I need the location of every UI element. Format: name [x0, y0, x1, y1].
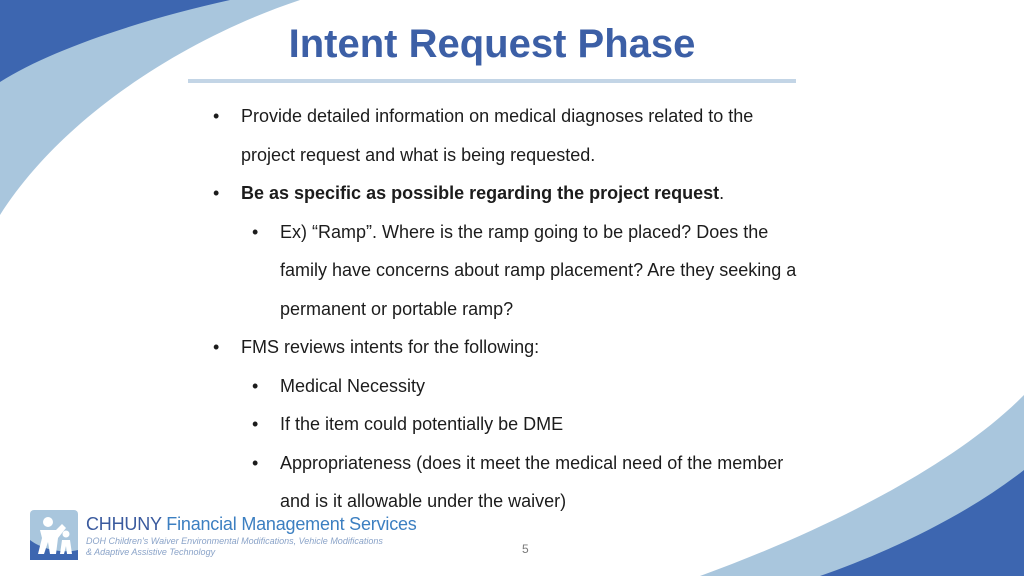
title-underline — [188, 79, 796, 83]
org-subtitle-line-1: DOH Children's Waiver Environmental Modifications, Vehicle Modifications — [86, 536, 383, 546]
org-name: CHHUNY Financial Management Services — [86, 514, 417, 534]
slide-title: Intent Request Phase — [288, 22, 696, 66]
org-subtitle — [86, 536, 383, 558]
sub-bullet-appropriateness: • Appropriateness (does it meet the medical need of the member and is it allowable under the waiver) — [280, 444, 810, 521]
bullet-diagnoses: • Provide detailed information on medical diagnoses related to the project request and what is being requested. — [241, 97, 801, 174]
org-subtitle-line-2: & Adaptive Assistive Technology — [86, 547, 216, 557]
sub-bullet-ramp-example: • Ex) “Ramp”. Where is the ramp going to be placed? Does the family have concerns about ramp placement? Are they seeking a permanent or portable ramp? — [280, 213, 810, 329]
sub-bullet-medical-necessity: • Medical Necessity — [280, 367, 810, 406]
people-logo-icon — [30, 510, 78, 560]
bullet-list — [0, 97, 1024, 521]
page-number: 5 — [522, 542, 529, 556]
bullet-fms-reviews: • FMS reviews intents for the following: — [241, 328, 801, 367]
sub-bullet-dme: • If the item could potentially be DME — [280, 405, 810, 444]
bullet-be-specific: • Be as specific as possible regarding the project request. — [241, 174, 801, 213]
